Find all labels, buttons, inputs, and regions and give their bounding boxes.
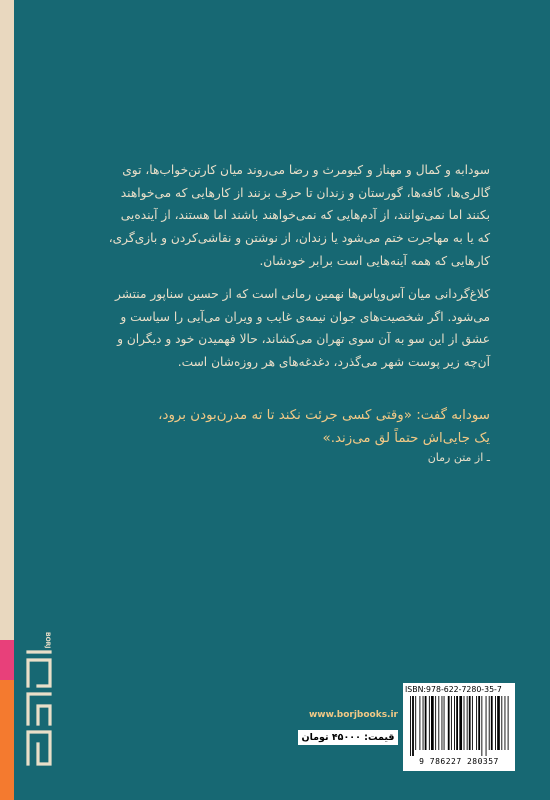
website[interactable]: www.borjbooks.ir [308,710,398,720]
barcode-bar [456,696,458,750]
barcode-bar [454,696,455,750]
quote [70,405,490,450]
logo-wordmark: BORJ [44,632,51,649]
barcode-bar [429,696,430,750]
barcode-bar [469,696,471,750]
barcode-bar [491,696,493,750]
barcode-bar [505,696,506,750]
barcode-bar [497,696,500,750]
barcode-bar [419,696,420,750]
barcode-bar [478,696,480,750]
text-line: می‌شود. اگر شخصیت‌های جوان نیمه‌ی غایب و ویران می‌آیی را سیاست و [120,309,490,324]
text-line: کلاغ‌گردانی میان آس‌وپاس‌ها نهمین رمانی است که از حسین سناپور منتشر [115,287,490,301]
barcode-bar [444,696,445,750]
barcode-bar [438,696,439,750]
isbn-digits: 9 786227 280357 [419,757,499,766]
barcode-bar [508,696,509,750]
text-line: گالری‌ها، کافه‌ها، گورستان و زندان تا حرف بزنند از کارهایی که می‌خواهند [120,185,490,200]
barcode-bar [464,696,465,750]
barcode-bar [501,696,502,750]
barcode-bar [425,696,427,750]
barcode-bar [442,696,443,750]
barcode-box [403,683,515,771]
text-line: آن‌چه زیر پوست شهر می‌گذرد، دغدغه‌های هر روزه‌شان است. [177,355,490,370]
barcode-bar [410,696,411,756]
back-cover [14,0,550,800]
text-line: بکنند اما نمی‌توانند، از آدم‌هایی که نمی‌خواهند باشند اما هستند، از آینده‌یی [120,208,490,223]
barcode-bar [495,696,496,750]
barcode-bar [467,696,468,750]
barcode-bar [451,696,452,750]
barcode-bar [459,696,462,750]
barcode-bar [412,696,414,756]
barcode-bar [431,696,434,750]
barcode-bar [489,696,490,750]
publisher-logo [24,628,54,768]
text-line: کارهایی که همه آینه‌هایی است برابر خودشان. [259,253,490,268]
barcode-bar [481,696,482,756]
barcode-bar [472,696,473,750]
text-line: سودابه و کمال و مهناز و کیومرث و رضا می‌روند میان کارتن‌خواب‌ها، توی [122,163,490,177]
barcode [408,696,510,756]
price-tag: قیمت: ۴۵۰۰۰ تومان [298,730,398,745]
barcode-bar [448,696,450,750]
quote-source [70,448,490,468]
quote-line: سودابه گفت: «وقتی کسی جرئت نکند تا ته مدرن‌بودن برود، [158,408,490,423]
barcode-bar [486,696,487,756]
text-line: که یا به مهاجرت ختم می‌شود یا زندان، از نوشتن و نقاشی‌کردن و بازی‌گری، [108,231,490,246]
text-line: عشق از این سو به آن سوی تهران می‌کشاند، حالا فهمیدن خود و دیگران و [117,332,490,347]
isbn-label: ISBN:978-622-7280-35-7 [405,685,502,694]
blurb-paragraph-2 [80,283,490,374]
barcode-bar [423,696,424,750]
barcode-bar [435,696,436,750]
spine-color-band [0,640,14,800]
barcode-bar [476,696,477,750]
quote-line: یک جایی‌اش حتماً لق می‌زند.» [322,430,490,446]
quote-source-text: ـ از متن رمان [427,451,490,464]
barcode-bar [415,696,416,750]
blurb-paragraph-1 [80,159,490,273]
